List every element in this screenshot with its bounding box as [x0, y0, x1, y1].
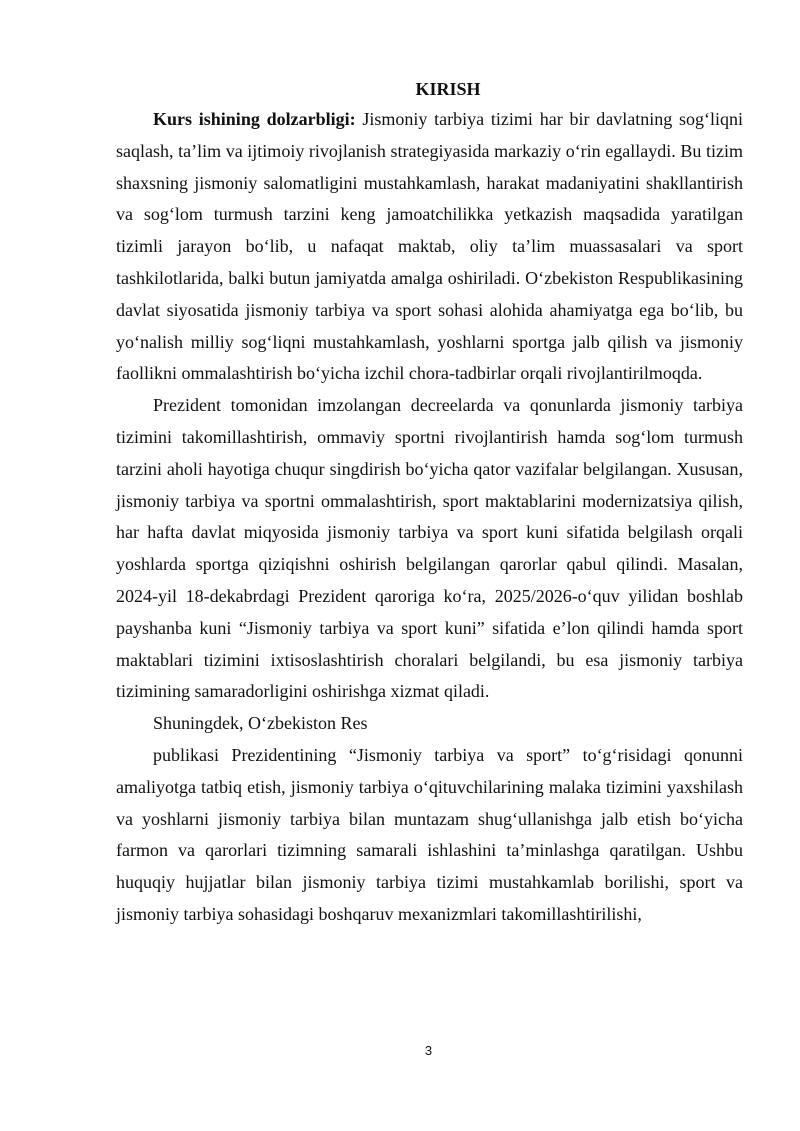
body-text: [116, 104, 743, 931]
section-heading: KIRISH: [415, 79, 481, 99]
paragraph-lead: Kurs ishining dolzarbligi:: [153, 109, 356, 129]
paragraph-decrees: Prezident tomonidan imzolangan decreelarda va qonunlarda jismoniy tarbiya tizimini takomillashtirish, ommaviy sportni rivojlantirish hamda sog‘lom turmush tarzini aholi hayotiga chuqur singdirish bo‘yicha qator vazifalar belgilangan. Xususan, jismoniy tarbiya va sportni ommalashtirish, sport maktablarini modernizatsiya qilish, har hafta davlat miqyosida jismoniy tarbiya va sport kuni sifatida belgilash orqali yoshlarda sportga qiziqishni oshirish belgilangan qarorlar qabul qilindi. Masalan, 2024-yil 18-dekabrdagi Prezident qaroriga ko‘ra, 2025/2026-o‘quv yilidan boshlab payshanba kuni “Jismoniy tarbiya va sport kuni” sifatida e’lon qilindi hamda sport maktablari tizimini ixtisoslashtirish choralari belgilandi, bu esa jismoniy tarbiya tizimining samaradorligini oshirishga xizmat qiladi.: [116, 395, 743, 702]
paragraph-fragment: Shuningdek, O‘zbekiston Res: [153, 713, 368, 734]
paragraph-relevance: [116, 104, 743, 390]
paragraph-text: Jismoniy tarbiya tizimi har bir davlatning sog‘liqni saqlash, ta’lim va ijtimoiy rivojlanish strategiyasida markaziy o‘rin egallaydi. Bu tizim shaxsning jismoniy salomatligini mustahkamlash, harakat madaniyatini shakllantirish va sog‘lom turmush tarzini keng jamoatchilikka yetkazish maqsadida yaratilgan tizimli jarayon bo‘lib, u nafaqat maktab, oliy ta’lim muassasalari va sport tashkilotlarida, balki butun jamiyatda amalga oshiriladi. O‘zbekiston Respublikasining davlat siyosatida jismoniy tarbiya va sport sohasi alohida ahamiyatga ega bo‘lib, bu yo‘nalish milliy sog‘liqni mustahkamlash, yoshlarni sportga jalb qilish va jismoniy faollikni ommalashtirish bo‘yicha izchil chora-tadbirlar orqali rivojlantirilmoqda.: [116, 109, 743, 384]
paragraph-law: publikasi Prezidentining “Jismoniy tarbiya va sport” to‘g‘risidagi qonunni amaliyotga tatbiq etish, jismoniy tarbiya o‘qituvchilarining malaka tizimini yaxshilash va yoshlarni jismoniy tarbiya bilan muntazam shug‘ullanishga jalb etish bo‘yicha farmon va qarorlari tizimning samarali ishlashini ta’minlashga qaratilgan. Ushbu huquqiy hujjatlar bilan jismoniy tarbiya tizimi mustahkamlab borilishi, sport va jismoniy tarbiya sohasidagi boshqaruv mexanizmlari takomillashtirilishi,: [116, 744, 743, 924]
page-number: 3: [424, 1043, 433, 1058]
